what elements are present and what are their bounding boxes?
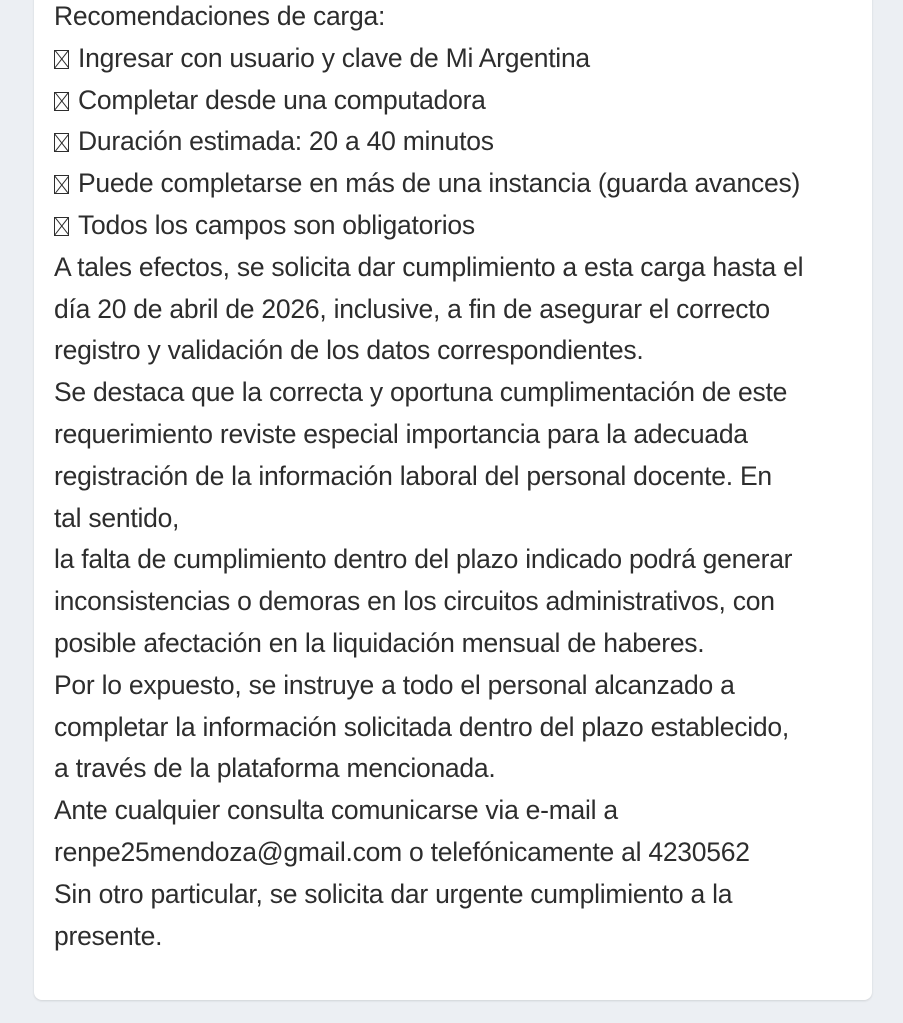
message-card	[34, 0, 872, 1000]
list-item-text: Completar desde una computadora	[78, 84, 486, 115]
list-item	[54, 80, 866, 122]
text-line: requerimiento reviste especial importancia para la adecuada	[54, 418, 748, 449]
text-line: a través de la plataforma mencionada.	[54, 753, 496, 784]
deadline-paragraph	[54, 247, 866, 372]
text-line: A tales efectos, se solicita dar cumplimiento a esta carga hasta el	[54, 251, 804, 282]
text-line: completar la información solicitada dentro del plazo establecido,	[54, 711, 790, 742]
text-line: registración de la información laboral del personal docente. En	[54, 460, 772, 491]
recommendations-heading: Recomendaciones de carga:	[54, 1, 386, 31]
text-line: día 20 de abril de 2026, inclusive, a fin de asegurar el correcto	[54, 293, 770, 324]
text-line: tal sentido,	[54, 502, 180, 533]
text-line: renpe25mendoza@gmail.com o telefónicamente al 4230562	[54, 836, 750, 867]
list-item-text: Ingresar con usuario y clave de Mi Argentina	[78, 42, 590, 73]
text-line: presente.	[54, 920, 163, 951]
list-item	[54, 121, 866, 163]
list-item-text: Todos los campos son obligatorios	[78, 209, 475, 240]
text-line: inconsistencias o demoras en los circuitos administrativos, con	[54, 586, 775, 617]
contact-paragraph	[54, 790, 866, 874]
missing-glyph-box-icon	[54, 133, 69, 152]
list-item-text: Puede completarse en más de una instancia (guarda avances)	[78, 168, 801, 199]
text-line: registro y validación de los datos correspondientes.	[54, 335, 644, 366]
list-item-text: Duración estimada: 20 a 40 minutos	[78, 126, 494, 157]
list-item	[54, 205, 866, 247]
missing-glyph-box-icon	[54, 50, 69, 69]
text-line: posible afectación en la liquidación mensual de haberes.	[54, 627, 705, 658]
text-line: la falta de cumplimiento dentro del plazo indicado podrá generar	[54, 544, 793, 575]
text-line: Se destaca que la correcta y oportuna cumplimentación de este	[54, 377, 788, 408]
message-body	[54, 0, 866, 957]
list-item	[54, 163, 866, 205]
consequence-paragraph	[54, 539, 866, 664]
text-line: Sin otro particular, se solicita dar urgente cumplimiento a la	[54, 878, 733, 909]
text-line: Ante cualquier consulta comunicarse via e-mail a	[54, 795, 618, 826]
instruction-paragraph	[54, 665, 866, 790]
text-line: Por lo expuesto, se instruye a todo el personal alcanzado a	[54, 669, 735, 700]
missing-glyph-box-icon	[54, 92, 69, 111]
closing-paragraph	[54, 874, 866, 958]
recommendations-list	[54, 38, 866, 247]
missing-glyph-box-icon	[54, 217, 69, 236]
importance-paragraph	[54, 372, 866, 539]
list-item	[54, 38, 866, 80]
missing-glyph-box-icon	[54, 175, 69, 194]
